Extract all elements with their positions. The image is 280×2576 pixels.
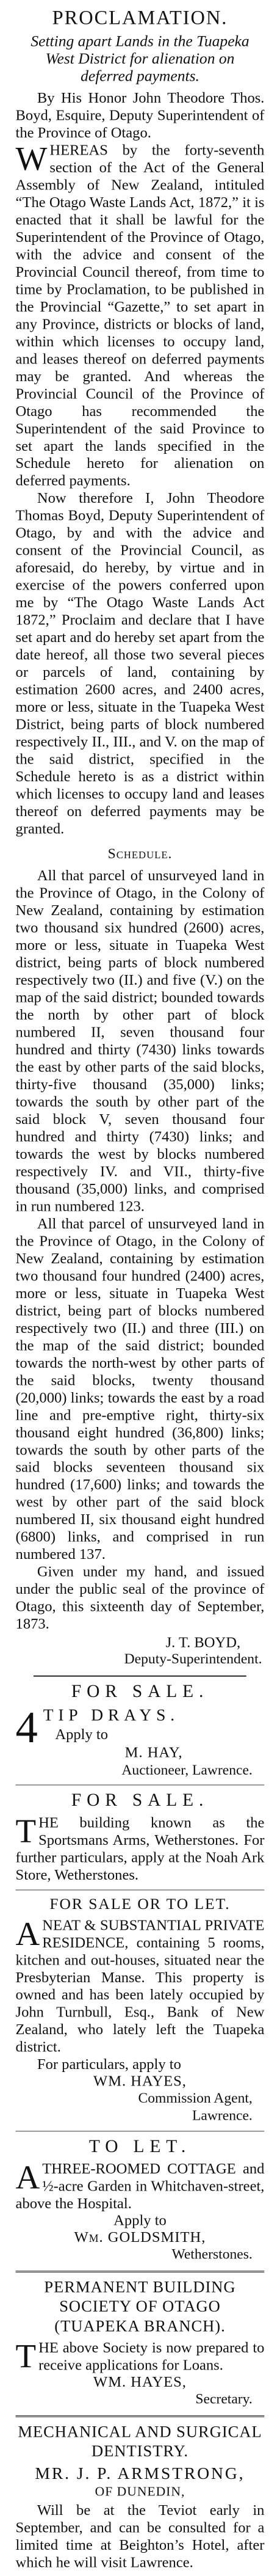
schedule-title: Schedule. <box>107 846 173 862</box>
ad-dentistry-text: Will be at the Teviot early in September, and can be consulted for a limited time at Beighton’s Hotel, after which he will visit Lawrence. <box>15 2502 265 2571</box>
ad-drays-apply: Apply to <box>55 1726 109 1743</box>
ad-drays <box>15 1703 265 1779</box>
schedule-parcel-1: All that parcel of unsurveyed land in the Province of Otago, in the Colony of New Zealand, containing by estimation two thousand six hundred (2600) acres, more or less, situate in Tuapeka West district, being parts of block numbered respectively two (II.) and five (V.) on the map of the said district; bounded towards the north by other part of block numbered II, seven thousand four hundred and thirty (7430) links towards the east by other parts of the said blocks, thirty-five thousand (35,000) links; towards the south by other part of the said block V, seven thousand four hundred and thirty (7430) links; and towards the west by blocks numbered respectively IV. and VII., thirty-five thousand (35,000) links, and comprised in run numbered 123. <box>15 867 265 1215</box>
ad-society-text: THE above Society is now prepared to receive applications for Loans. <box>15 2338 265 2376</box>
ad-residence-text: ANEAT & SUBSTANTIAL PRIVATE RESIDENCE, containing 5 rooms, kitchen and out-houses, situated near the Presbyterian Manse. This property is owned and has been lately occupied by John Turnbull, Esq., Bank of New Zealand, who lately left the Tuapeka district. <box>15 1916 265 2056</box>
ad-dentistry-title: MECHANICAL AND SURGICAL DENTISTRY. <box>18 2422 262 2460</box>
ad-dentistry-name: MR. J. P. ARMSTRONG, <box>35 2464 245 2483</box>
ad-residence-title: FOR SALE OR TO LET. <box>49 1895 231 1913</box>
divider <box>16 2415 265 2417</box>
ad-residence-role2: Lawrence. <box>192 2108 253 2124</box>
proclamation-paragraph-whereas: WHEREAS by the forty-seventh section of the Act of the General Assembly of New Zealand, intituled “The Otago Waste Lands Act, 1872,” it is enacted that it shall be lawful for the Superintendent of the Province of Otago, with the advice and consent of the Provincial Council thereof, from time to time by Proclamation, to be published in the Provincial “Gazette,” to set apart in any Province, districts or blocks of land, within which licenses to occupy land, and leases thereof on deferred payments may be granted. And whereas the Provincial Council of the Province of Otago has recommended the Superintendent of the said Province to set apart the lands specified in the Schedule hereto for alienation on deferred payments. <box>15 140 265 489</box>
ad-drays-text: TIP DRAYS. <box>43 1706 180 1725</box>
divider <box>16 1890 265 1891</box>
ad-society-name: WM. HAYES, <box>93 2374 187 2390</box>
divider <box>16 1785 265 1786</box>
ad-drays-number: 4 <box>15 1703 38 1753</box>
proclamation-paragraph-now-therefore: Now therefore I, John Theodore Thomas Boyd, Deputy Superintendent of Otago, by and with the advice and consent of the Provincial Council, as aforesaid, do hereby, by virtue and in exercise of the powers conferred upon me by “The Otago Waste Lands Act 1872,” Proclaim and declare that I have set apart and do hereby set apart from the date hereof, all those two several pieces or parcels of land, containing by estimation 2600 acres, and 2400 acres, more or less, situate in the Tuapeka West District, being parts of block numbered respectively II., III., and V. on the map of the said district, specified in the Schedule hereto is as a district within which licenses to occupy land and leases thereof on deferred payments may be granted. <box>15 490 265 837</box>
ad-cottage-role: Wetherstones. <box>171 2247 253 2263</box>
ad-building-text: THE building known as the Sportsmans Arms, Wetherstones. For further particulars, apply at the Noah Ark Store, Wetherstones. <box>15 1813 265 1884</box>
ad-drays-name: M. HAY, <box>124 1744 183 1761</box>
proclamation-heading: PROCLAMATION. <box>52 7 228 29</box>
signer-name: J. T. BOYD, <box>165 1635 241 1651</box>
ad-society-role: Secretary. <box>195 2391 253 2407</box>
divider <box>34 1676 246 1677</box>
ad-drays-title: FOR SALE. <box>71 1681 209 1702</box>
signer-title: Deputy-Superintendent. <box>124 1651 262 1668</box>
ad-residence-role1: Commission Agent, <box>138 2091 253 2107</box>
ad-cottage-apply: Apply to <box>113 2213 167 2229</box>
schedule-parcel-2: All that parcel of unsurveyed land in the Province of Otago, in the Colony of New Zealand, containing by estimation two thousand four hundred (2400) acres, more or less, situate in Tuapeka West district, being part of blocks numbered respectively two (II.) and three (III.) on the map of the said district; bounded towards the north-west by other parts of the said blocks, twenty thousand (20,000) links; towards the east by a road line and pre-emptive right, thirty-six thousand eight hundred (36,800) links; towards the south by other parts of the said blocks seventeen thousand six hundred (17,600) links; and towards the west by other part of the said block numbered II, six thousand eight hundred (6800) links, and comprised in run numbered 137. <box>15 1216 265 1563</box>
ad-society-title: PERMANENT BUILDING SOCIETY OF OTAGO (TUAPEKA BRANCH). <box>44 2277 236 2335</box>
ad-cottage-text: ATHREE-ROOMED COTTAGE and ½-acre Garden in Whitchaven-street, above the Hospital. <box>15 2159 265 2213</box>
ad-dentistry-place: OF DUNEDIN, <box>95 2483 185 2499</box>
ad-cottage-title: TO LET. <box>88 2136 192 2156</box>
ad-residence-name: WM. HAYES, <box>93 2073 187 2090</box>
divider <box>16 2271 265 2272</box>
ad-cottage-name: Wm. GOLDSMITH, <box>74 2229 206 2246</box>
proclamation-byline: By His Honor John Theodore Thos. Boyd, Esquire, Deputy Superintendent of the Province of Otago. <box>15 90 265 142</box>
proclamation-subheading: Setting apart Lands in the Tuapeka West District for alienation on deferred payments. <box>31 32 249 85</box>
ad-building-title: FOR SALE. <box>71 1790 209 1811</box>
ad-drays-role: Auctioneer, Lawrence. <box>121 1762 253 1778</box>
proclamation-given: Given under my hand, and issued under the public seal of the province of Otago, this sixteenth day of September, 1873. <box>15 1564 265 1633</box>
ad-residence-apply: For particulars, apply to <box>37 2057 181 2073</box>
